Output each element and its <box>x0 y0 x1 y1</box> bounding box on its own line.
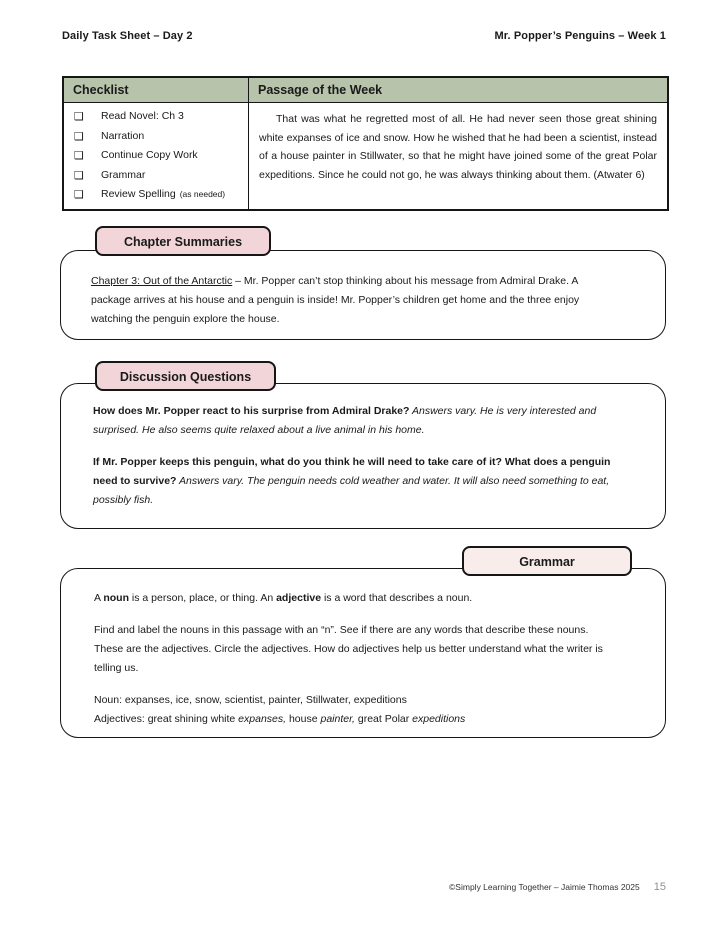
chapter-summaries-box <box>60 250 666 340</box>
grammar-term-adjective: adjective <box>276 592 322 604</box>
task-table <box>62 76 669 211</box>
question-text: If Mr. Popper keeps this penguin, what do you think he will need to take care of it? What does a penguin need to survive? <box>93 456 611 487</box>
adjective-run: great Polar <box>354 713 413 725</box>
checkbox-icon: ❑ <box>74 150 84 162</box>
chapter-summary-heading: Chapter 3: Out of the Antarctic <box>91 275 233 287</box>
passage-text: That was what he regretted most of all. He had never seen those great shining white expanses of ice and snow. How he wished that he had been a scientist, instead of a house painter in Stillwater, so that he might have joined some of the great Polar expeditions. Since he could not go, he was always thinking about them. (Atwater 6) <box>259 113 657 181</box>
answer-text: Answers vary. He is very interested and surprised. He also seems quite relaxed about a live animal in his home. <box>93 405 597 436</box>
copyright-credit: ©Simply Learning Together – Jaimie Thomas 2025 <box>449 882 640 892</box>
question-text: How does Mr. Popper react to his surprise from Admiral Drake? <box>93 405 410 417</box>
passage-column-header: Passage of the Week <box>249 78 667 103</box>
grammar-definitions <box>94 589 615 608</box>
grammar-answers <box>94 691 615 729</box>
grammar-label: Grammar <box>462 546 632 576</box>
checkbox-icon: ❑ <box>74 111 84 123</box>
adjective-run: Adjectives: great shining white <box>94 713 239 725</box>
chapter-summaries-label: Chapter Summaries <box>95 226 271 256</box>
discussion-question-1 <box>93 402 623 440</box>
checklist-item <box>74 130 242 150</box>
discussion-question-2 <box>93 453 623 510</box>
answer-text: Answers vary. The penguin needs cold weather and water. It will also need something to eat, possibly fish. <box>93 475 610 506</box>
grammar-instructions: Find and label the nouns in this passage with an “n”. See if there are any words that describe these nouns. These are the adjectives. Circle the adjectives. How do adjectives help us better understand what the writer is telling us. <box>94 624 603 674</box>
checklist-item-label: Continue Copy Work <box>101 149 198 161</box>
grammar-intro-text: is a person, place, or thing. An <box>129 592 277 604</box>
grammar-intro-text: is a word that describes a noun. <box>321 592 473 604</box>
checklist-item-label: Review Spelling <box>101 188 176 200</box>
checklist-column-header: Checklist <box>64 78 249 103</box>
checkbox-icon: ❑ <box>74 169 84 182</box>
grammar-term-noun: noun <box>103 592 129 604</box>
checklist-item-label: Read Novel: Ch 3 <box>101 110 184 122</box>
chapter-summary-text <box>91 272 615 329</box>
page-footer <box>449 881 666 893</box>
grammar-box <box>60 568 666 738</box>
checkbox-icon: ❑ <box>74 130 84 143</box>
noun-answer-line: Noun: expanses, ice, snow, scientist, painter, Stillwater, expeditions <box>94 694 407 706</box>
adjective-run-italic: expanses, <box>238 713 287 725</box>
checkbox-icon: ❑ <box>74 189 84 201</box>
header-right-title: Mr. Popper’s Penguins – Week 1 <box>494 30 666 42</box>
grammar-intro-text: A <box>94 592 104 604</box>
discussion-questions-box <box>60 383 666 529</box>
chapter-summary-body: – Mr. Popper can’t stop thinking about his message from Admiral Drake. A package arrives at his house and a penguin is inside! Mr. Popper’s children get home and the three enjoy watching the penguin explore the house. <box>91 275 580 325</box>
checklist-item-label: Narration <box>101 129 145 142</box>
passage-cell <box>249 103 667 209</box>
adjective-run-italic: painter, <box>320 713 355 725</box>
checklist-item-label: Grammar <box>101 168 146 181</box>
checklist-cell <box>64 103 249 209</box>
checklist-item <box>74 169 242 189</box>
adjective-run: house <box>286 713 321 725</box>
page-number: 15 <box>653 881 666 893</box>
checklist-item-suffix: (as needed) <box>179 189 226 199</box>
discussion-questions-label: Discussion Questions <box>95 361 276 391</box>
checklist-item <box>74 110 242 130</box>
adjective-answer-line <box>94 713 465 725</box>
checklist-item <box>74 188 242 208</box>
page-header <box>62 30 666 42</box>
adjective-run-italic: expeditions <box>412 713 466 725</box>
header-left-title: Daily Task Sheet – Day 2 <box>62 30 193 42</box>
checklist-item <box>74 149 242 169</box>
